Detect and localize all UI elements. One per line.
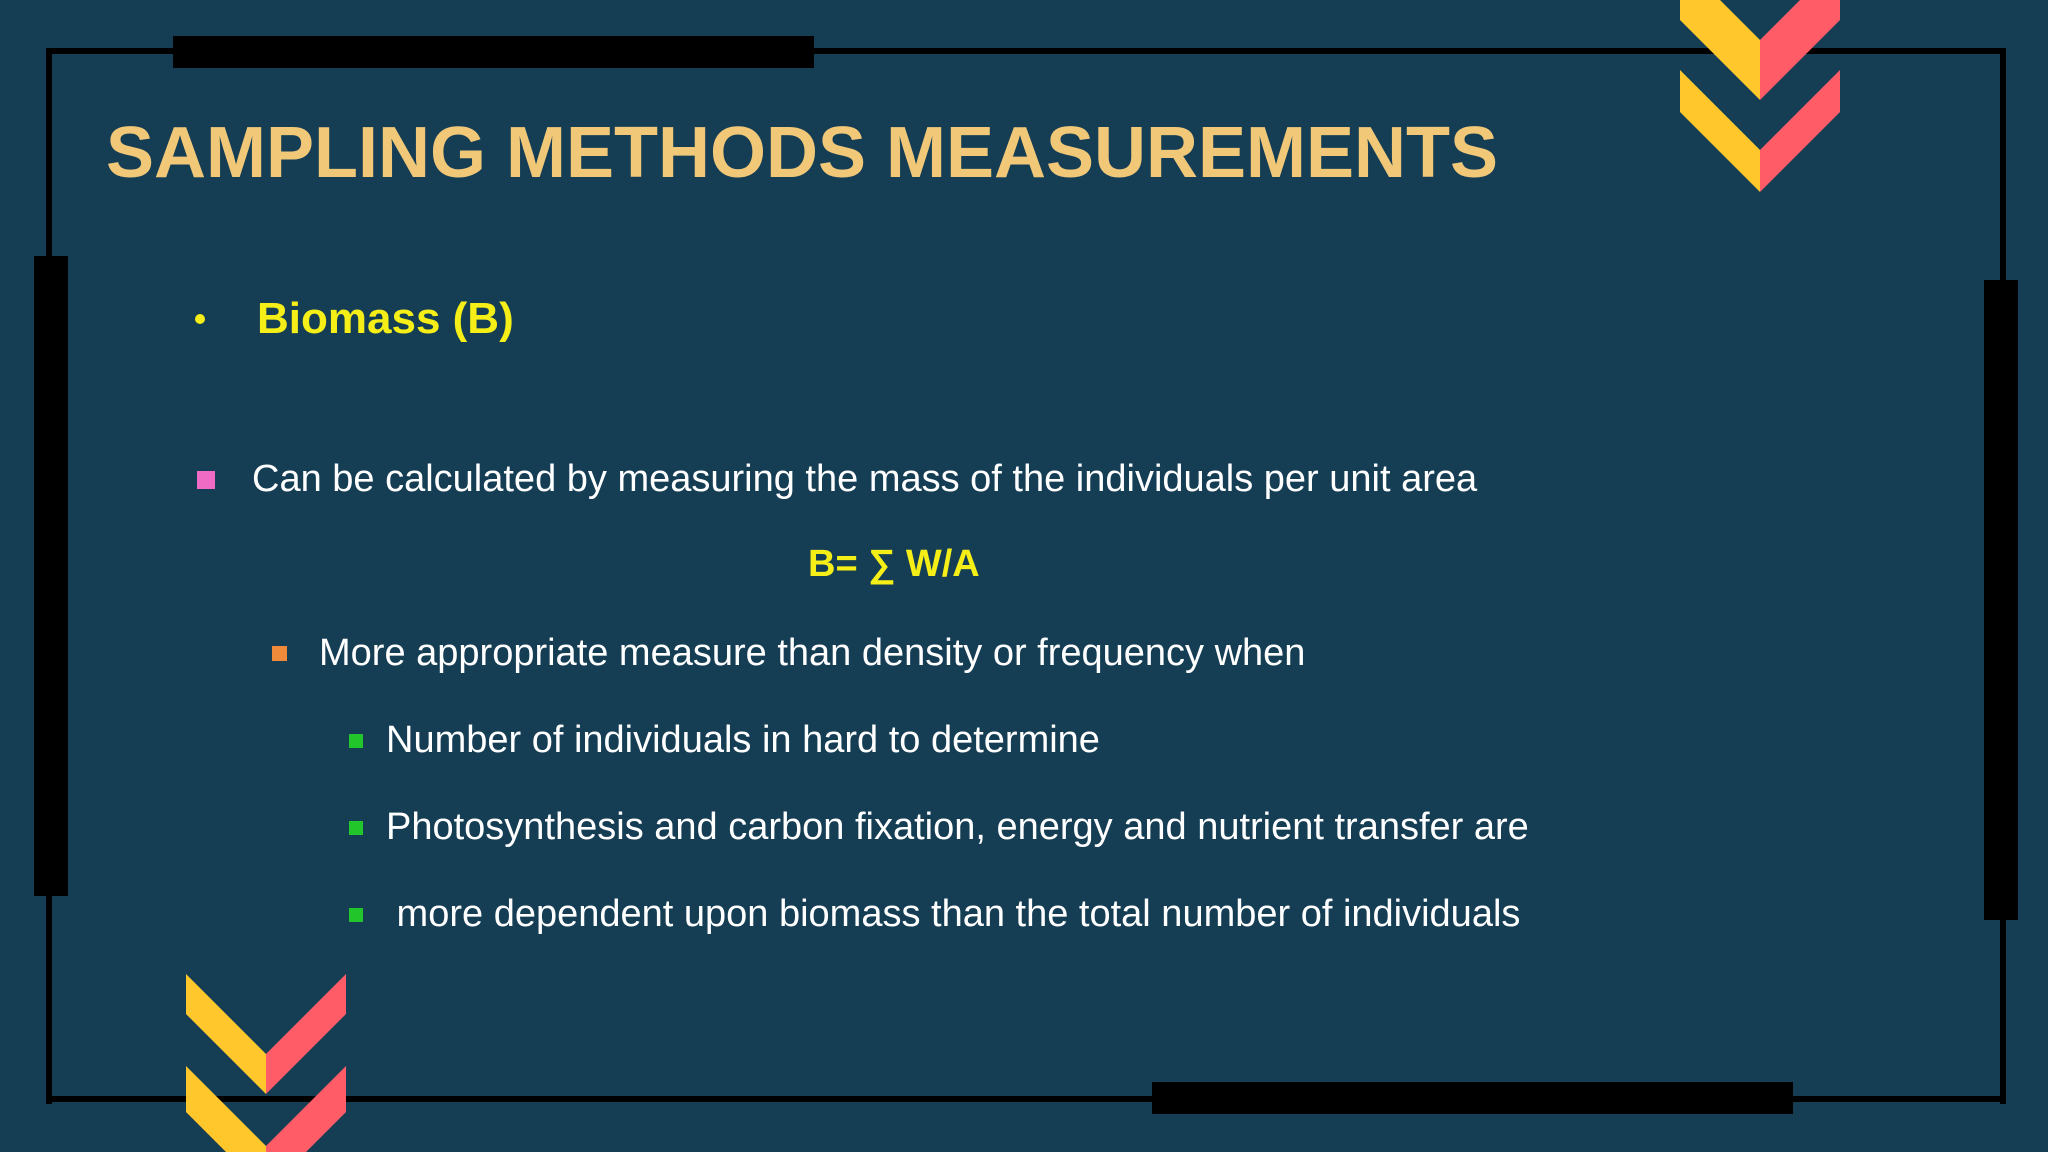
point-1-text: Can be calculated by measuring the mass of the individuals per unit area (252, 458, 1478, 500)
sub-point-row (349, 893, 1520, 936)
sub-point-text: more dependent upon biomass than the total number of individuals (386, 893, 1521, 935)
chevron-decoration-top-right (1680, 0, 1840, 200)
frame-left-bar (34, 256, 68, 896)
bullet-dot-icon (195, 314, 205, 324)
sub-point-text: Number of individuals in hard to determine (386, 719, 1100, 761)
bullet-square-icon (272, 646, 287, 661)
point-2-text: More appropriate measure than density or frequency when (319, 632, 1306, 674)
bullet-square-icon (349, 734, 363, 748)
slide-title: SAMPLING METHODS MEASUREMENTS (106, 113, 1499, 193)
bullet-square-icon (349, 821, 363, 835)
heading-row (195, 294, 514, 344)
sub-point-row (349, 806, 1529, 849)
bullet-square-icon (197, 471, 215, 489)
chevron-decoration-bottom-left (186, 974, 346, 1152)
point-2-row (272, 632, 1305, 675)
frame-top-bar (173, 36, 814, 68)
point-1-row (197, 458, 1477, 501)
biomass-formula: B= ∑ W/A (808, 543, 980, 585)
sub-point-row (349, 719, 1100, 762)
sub-point-text: Photosynthesis and carbon fixation, energy and nutrient transfer are (386, 806, 1529, 848)
bullet-square-icon (349, 908, 363, 922)
frame-right-bar (1984, 280, 2018, 920)
frame-bottom-bar (1152, 1082, 1793, 1114)
biomass-heading: Biomass (B) (257, 294, 514, 343)
